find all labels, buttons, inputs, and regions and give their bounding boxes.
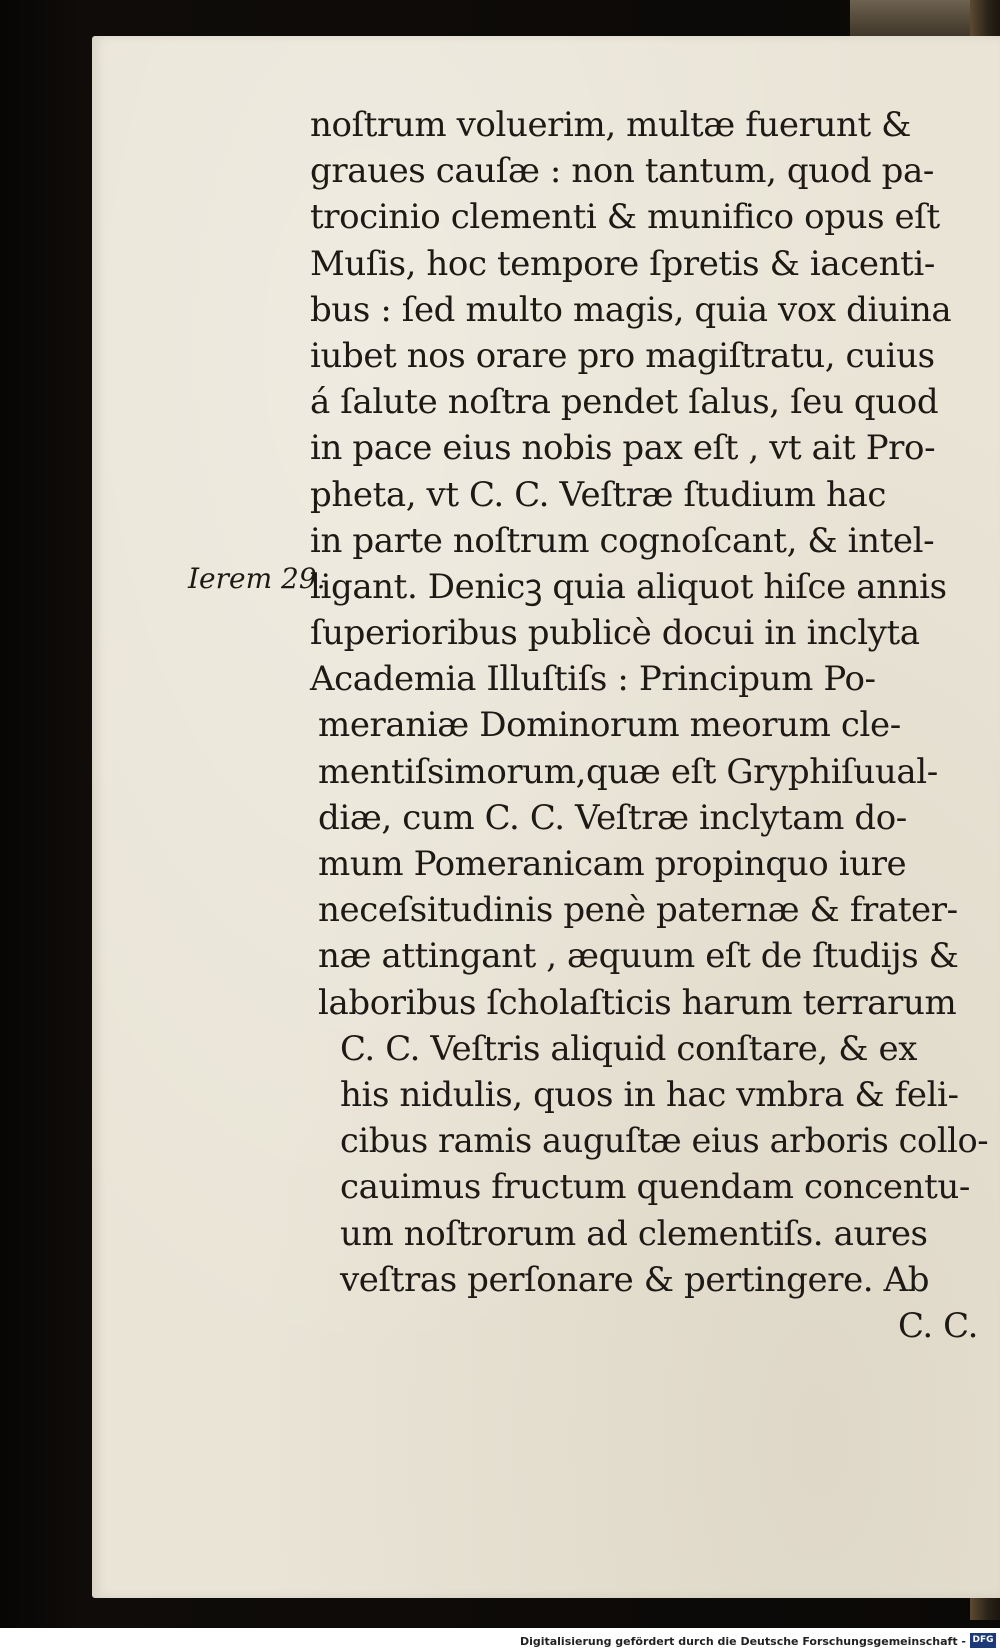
- body-text: [310, 102, 990, 1349]
- text-line: C. C. Veſtris aliquid conſtare, & ex: [340, 1028, 918, 1069]
- text-line: veſtras perſonare & pertingere. Ab: [340, 1259, 930, 1300]
- text-line: neceſsitudinis penè paternæ & frater-: [318, 890, 958, 931]
- text-line: cauimus fructum quendam concentu-: [340, 1167, 970, 1208]
- text-line: cibus ramis auguſtæ eius arboris collo-: [340, 1121, 989, 1161]
- text-line: trocinio clementi & munifico opus eſt: [310, 197, 940, 238]
- text-line: laboribus ſcholaſticis harum terrarum: [318, 982, 957, 1023]
- text-line: graues cauſæ : non tantum, quod pa-: [310, 151, 934, 192]
- text-line: iubet nos orare pro magiſtratu, cuius: [310, 335, 935, 376]
- text-line: in parte noſtrum cognoſcant, & intel-: [310, 520, 935, 561]
- text-line: ligant. Denicꝫ quia aliquot hiſce annis: [310, 566, 947, 607]
- dfg-logo-icon: DFG: [970, 1633, 996, 1648]
- text-line: bus : ſed multo magis, quia vox diuina: [310, 289, 952, 330]
- text-line: Muſis, hoc tempore ſpretis & iacenti-: [310, 243, 935, 284]
- text-line: pheta, vt C. C. Veſtræ ſtudium hac: [310, 474, 887, 515]
- text-line: Academia Illuſtiſs : Principum Po-: [310, 659, 876, 700]
- funding-credit: Digitalisierung gefördert durch die Deutsche Forschungsgemeinschaft -: [519, 1635, 966, 1648]
- text-line: næ attingant , æquum eſt de ſtudijs &: [318, 936, 959, 977]
- footer-bar: [0, 1628, 1000, 1652]
- text-line: um noſtrorum ad clementiſs. aures: [340, 1213, 928, 1254]
- text-line: mum Pomeranicam propinquo iure: [318, 844, 907, 884]
- text-line: mentiſsimorum,quæ eſt Gryphiſuual-: [318, 751, 938, 792]
- text-line: ſuperioribus publicè docui in inclyta: [310, 613, 920, 654]
- text-line: meraniæ Dominorum meorum cle-: [318, 705, 901, 746]
- text-line: á ſalute noſtra pendet ſalus, ſeu quod: [310, 382, 939, 423]
- catchword: C. C.: [897, 1305, 978, 1346]
- margin-note: Ierem 29.: [188, 562, 326, 595]
- text-line: noſtrum voluerim, multæ fuerunt &: [310, 105, 911, 145]
- text-line: in pace eius nobis pax eſt , vt ait Pro-: [310, 428, 936, 469]
- text-line: his nidulis, quos in hac vmbra & feli-: [340, 1074, 959, 1115]
- text-line: diæ, cum C. C. Veſtræ inclytam do-: [318, 797, 907, 838]
